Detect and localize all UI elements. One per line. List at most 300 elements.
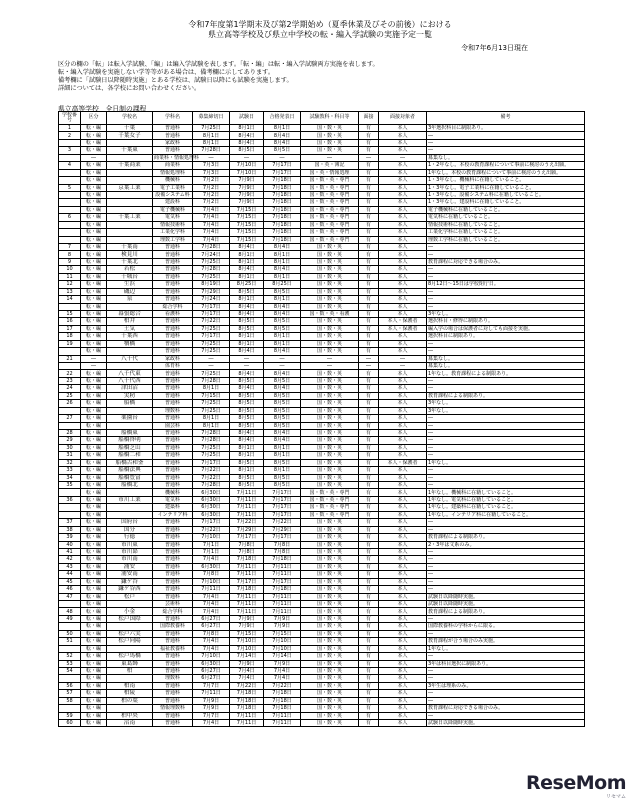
school-number-cell [59,407,81,414]
table-row [59,273,585,280]
result-date-cell: 8月5日 [264,422,301,429]
category-cell: 転・編 [81,229,107,236]
department-cell: 普通科 [153,526,193,533]
exam-date-cell: 8月5日 [230,392,264,399]
school-number-cell: 41 [59,548,81,555]
deadline-cell: 7月25日 [193,258,230,265]
remarks-cell: ― [427,690,585,697]
table-row [59,363,585,370]
interview-cell: 有 [359,534,379,541]
interviewee-cell: 本人 [379,697,427,704]
result-date-cell: ― [264,355,301,362]
result-date-cell: 7月10日 [264,638,301,645]
result-date-cell: 8月5日 [264,459,301,466]
department-cell: 普通科 [153,147,193,154]
interviewee-cell: 本人 [379,281,427,288]
category-cell: 転・編 [81,392,107,399]
school-name-cell: 行徳 [107,534,153,541]
remarks-cell: 1年なし。機械科に在籍していること。 [427,489,585,496]
remarks-cell: ― [427,444,585,451]
interview-cell: 有 [359,258,379,265]
remarks-cell: 理数工学科に在籍していること。 [427,236,585,243]
result-date-cell: 8月5日 [264,415,301,422]
exam-date-cell: 7月11日 [230,511,264,518]
exam-date-cell: 7月15日 [230,221,264,228]
category-cell: 転・編 [81,608,107,615]
deadline-cell: ― [193,363,230,370]
subjects-cell: 国・数・英 [301,132,359,139]
department-cell: 普通科 [153,615,193,622]
school-name-cell: 船橋啓明 [107,437,153,444]
interview-cell: 有 [359,608,379,615]
category-cell: 転・編 [81,385,107,392]
remarks-cell: ― [427,675,585,682]
category-cell: 転・編 [81,206,107,213]
school-name-cell [107,229,153,236]
table-row [59,548,585,555]
remarks-cell: 募集なし。 [427,154,585,161]
result-date-cell: 8月5日 [264,400,301,407]
remarks-cell: 教育課程に対応できる場合のみ。 [427,258,585,265]
subjects-cell: 国・数・英 [301,125,359,132]
department-cell: 普通科 [153,348,193,355]
school-number-cell: 48 [59,608,81,615]
deadline-cell: 7月25日 [193,444,230,451]
result-date-cell: 8月4日 [264,437,301,444]
deadline-cell: 7月4日 [193,645,230,652]
category-cell: 転・編 [81,705,107,712]
remarks-cell: 1年なし。電気科に在籍していること。 [427,496,585,503]
department-cell: 普通科 [153,318,193,325]
category-cell: 転・編 [81,697,107,704]
result-date-cell: 8月1日 [264,258,301,265]
table-row [59,697,585,704]
category-cell: 転・編 [81,132,107,139]
interviewee-cell: 本人 [379,489,427,496]
interview-cell: 有 [359,615,379,622]
school-number-cell: 16 [59,318,81,325]
department-cell: 情報処理科 [153,169,193,176]
department-cell: 園芸科 [153,422,193,429]
subjects-cell: 国・数・英 [301,697,359,704]
subjects-cell: 国・数・英 [301,682,359,689]
interviewee-cell: 本人 [379,385,427,392]
category-cell: 転・編 [81,526,107,533]
table-row [59,541,585,548]
table-row [59,199,585,206]
interview-cell: 有 [359,593,379,600]
deadline-cell: 7月17日 [193,519,230,526]
school-name-cell: 津田沼 [107,385,153,392]
school-name-cell: 柏南 [107,682,153,689]
school-number-cell: 1 [59,125,81,132]
exam-date-cell: 8月5日 [230,407,264,414]
remarks-cell: ― [427,667,585,674]
table-row [59,310,585,317]
table-row [59,526,585,533]
school-name-cell: 千葉東 [107,147,153,154]
category-cell: 転・編 [81,429,107,436]
table-row [59,296,585,303]
remarks-cell: ― [427,139,585,146]
interview-cell: 有 [359,712,379,719]
subjects-cell: 国・数・英 [301,415,359,422]
exam-date-cell: 7月11日 [230,601,264,608]
category-cell: 転・編 [81,653,107,660]
category-cell: 転・編 [81,690,107,697]
interviewee-cell: 本人 [379,601,427,608]
result-date-cell: 7月18日 [264,236,301,243]
interview-cell: 有 [359,474,379,481]
category-cell: 転・編 [81,348,107,355]
result-date-cell: 7月18日 [264,184,301,191]
result-date-cell: 7月18日 [264,586,301,593]
remarks-cell: ― [427,132,585,139]
subjects-cell: 国・数・英 [301,593,359,600]
deadline-cell: 7月2日 [193,191,230,198]
table-row [59,266,585,273]
school-number-cell: 35 [59,482,81,489]
interview-cell: 有 [359,251,379,258]
interview-cell: 有 [359,206,379,213]
result-date-cell: ― [264,363,301,370]
subjects-cell: 国・数・英 [301,266,359,273]
result-date-cell: 8月4日 [264,348,301,355]
interviewee-cell: 本人 [379,511,427,518]
interviewee-cell: 本人 [379,199,427,206]
subjects-cell: 国・数・英 [301,325,359,332]
remarks-cell: 募集なし。 [427,355,585,362]
school-name-cell: 柏の葉 [107,697,153,704]
table-row [59,370,585,377]
subjects-cell: 国・数・英・看護 [301,310,359,317]
remarks-cell: ― [427,630,585,637]
result-date-cell: 7月29日 [264,526,301,533]
category-cell: 転・編 [81,720,107,727]
table-row [59,184,585,191]
remarks-cell: 3年なし。 [427,407,585,414]
interviewee-cell: 本人 [379,348,427,355]
interviewee-cell: 本人 [379,444,427,451]
school-number-cell: 30 [59,444,81,451]
department-cell: 普通科 [153,273,193,280]
subjects-cell: 国・数・英 [301,705,359,712]
interview-cell: 有 [359,630,379,637]
school-name-cell: 市川南 [107,556,153,563]
result-date-cell: 7月10日 [264,645,301,652]
interview-cell: 有 [359,452,379,459]
deadline-cell: 7月29日 [193,288,230,295]
school-number-cell: 46 [59,586,81,593]
deadline-cell: 7月17日 [193,303,230,310]
school-name-cell: 生浜 [107,281,153,288]
subjects-cell: 国・数・英 [301,615,359,622]
table-row [59,415,585,422]
school-number-cell: 11 [59,273,81,280]
table-row [59,429,585,436]
result-date-cell: 7月18日 [264,214,301,221]
remarks-cell: 国際教養科の学科からに限る。 [427,623,585,630]
table-row [59,489,585,496]
interview-cell: 有 [359,221,379,228]
subjects-cell: 国・数・英 [301,258,359,265]
department-cell: 普通科 [153,682,193,689]
department-cell: 総合学科 [153,608,193,615]
deadline-cell: 7月4日 [193,214,230,221]
school-number-cell: 27 [59,415,81,422]
school-number-cell [59,139,81,146]
school-name-cell [107,177,153,184]
subjects-cell: 国・数・英 [301,139,359,146]
exam-date-cell: 8月5日 [230,288,264,295]
result-date-cell: 8月4日 [264,310,301,317]
deadline-cell: 7月28日 [193,147,230,154]
exam-date-cell: 8月1日 [230,258,264,265]
remarks-cell: ― [427,340,585,347]
result-date-cell: 8月1日 [264,340,301,347]
result-date-cell: 7月14日 [264,653,301,660]
school-number-cell [59,229,81,236]
interviewee-cell: 本人 [379,429,427,436]
remarks-cell: 募集なし。 [427,363,585,370]
school-number-cell: 21 [59,355,81,362]
exam-date-cell: 8月4日 [230,139,264,146]
remarks-cell: 1年なし。教育課程による制限あり。 [427,370,585,377]
deadline-cell: 7月4日 [193,556,230,563]
deadline-cell: 7月1日 [193,548,230,555]
subjects-cell: 国・数・英 [301,392,359,399]
subjects-cell: ― [301,363,359,370]
exam-date-cell: 8月5日 [230,377,264,384]
result-date-cell: 7月18日 [264,690,301,697]
category-cell: 転・編 [81,162,107,169]
subjects-cell: 国・数・英 [301,303,359,310]
result-date-cell: 8月4日 [264,244,301,251]
subjects-cell: 国・数・英 [301,571,359,578]
deadline-cell: 6月27日 [193,615,230,622]
result-date-cell: 7月9日 [264,615,301,622]
result-date-cell: 8月1日 [264,452,301,459]
interviewee-cell: 本人 [379,526,427,533]
table-row [59,593,585,600]
result-date-cell: ― [264,154,301,161]
remarks-cell: 8月12日～15日は学校閉庁日。 [427,281,585,288]
remarks-cell: 1・3年なし。電子工業科に在籍していること。 [427,184,585,191]
interviewee-cell: 本人 [379,690,427,697]
deadline-cell: 7月25日 [193,407,230,414]
interviewee-cell: 本人 [379,184,427,191]
school-number-cell: 18 [59,333,81,340]
school-name-cell: 船橋法典 [107,467,153,474]
result-date-cell: 7月9日 [264,623,301,630]
department-cell: 福祉教養科 [153,645,193,652]
exam-date-cell: 7月11日 [230,496,264,503]
school-number-cell [59,221,81,228]
department-cell: 情報理数科 [153,705,193,712]
result-date-cell: 7月11日 [264,593,301,600]
exam-date-cell: 8月1日 [230,333,264,340]
exam-date-cell: ― [230,154,264,161]
exam-date-cell: 8月1日 [230,340,264,347]
result-date-cell: 8月5日 [264,325,301,332]
department-cell: 建設科 [153,199,193,206]
table-row [59,377,585,384]
subjects-cell: 国・数・英 [301,385,359,392]
deadline-cell: 7月4日 [193,593,230,600]
subjects-cell: 国・数・英・専門 [301,511,359,518]
deadline-cell: 7月2日 [193,177,230,184]
exam-date-cell: 7月18日 [230,705,264,712]
interviewee-cell: 本人 [379,229,427,236]
category-cell: 転・編 [81,437,107,444]
school-name-cell: 千葉北 [107,258,153,265]
table-row [59,400,585,407]
interviewee-cell: 本人 [379,214,427,221]
interviewee-cell: 本人 [379,452,427,459]
deadline-cell: 7月15日 [193,392,230,399]
result-date-cell: 8月1日 [264,333,301,340]
interview-cell: 有 [359,444,379,451]
remarks-cell: ― [427,482,585,489]
category-cell: 転・編 [81,214,107,221]
category-cell: 転・編 [81,623,107,630]
exam-date-cell: 8月1日 [230,251,264,258]
exam-date-cell: 7月9日 [230,660,264,667]
col-header: 試験教科・科目等 [301,112,359,125]
page-subtitle: 県立高等学校及び県立中学校の転・編入学試験の実施予定一覧 [208,30,432,39]
interview-cell: 有 [359,415,379,422]
school-name-cell: 船橋二和 [107,452,153,459]
category-cell: 転・編 [81,169,107,176]
category-cell: 転・編 [81,444,107,451]
department-cell: 普通科 [153,541,193,548]
school-number-cell: 37 [59,519,81,526]
department-cell: 普通科 [153,452,193,459]
interview-cell: 有 [359,496,379,503]
deadline-cell: 7月7日 [193,712,230,719]
table-row [59,467,585,474]
table-row [59,534,585,541]
exam-date-cell: 8月1日 [230,296,264,303]
remarks-cell: 教育課程に対応できる場合のみ。 [427,705,585,712]
table-row [59,303,585,310]
school-number-cell: 40 [59,541,81,548]
category-cell: 転・編 [81,578,107,585]
remarks-cell: 試験日以降随時実施。 [427,720,585,727]
deadline-cell: 7月22日 [193,318,230,325]
interview-cell: 有 [359,288,379,295]
deadline-cell: 7月28日 [193,244,230,251]
interview-cell: 有 [359,437,379,444]
table-row [59,504,585,511]
deadline-cell: 7月11日 [193,690,230,697]
result-date-cell: 8月4日 [264,303,301,310]
col-header: 面接 [359,112,379,125]
result-date-cell: 8月5日 [264,288,301,295]
category-cell: 転・編 [81,407,107,414]
school-name-cell: 浦安南 [107,571,153,578]
table-header-row [59,112,585,125]
deadline-cell: 7月1日 [193,541,230,548]
department-cell: 家政科 [153,355,193,362]
school-name-cell: 松戸向陽 [107,638,153,645]
school-number-cell: 2 [59,132,81,139]
remarks-cell: ― [427,385,585,392]
subjects-cell: 国・数・英 [301,623,359,630]
table-row [59,608,585,615]
exam-date-cell: 8月4日 [230,266,264,273]
table-row [59,236,585,243]
interviewee-cell: 本人 [379,162,427,169]
interviewee-cell: 本人 [379,296,427,303]
table-row [59,177,585,184]
school-number-cell: 49 [59,615,81,622]
result-date-cell: 8月1日 [264,273,301,280]
school-name-cell [107,601,153,608]
remarks-cell: 3年は科目選択に制限あり。 [427,660,585,667]
exam-date-cell: 8月5日 [230,415,264,422]
school-name-cell: 千葉女子 [107,132,153,139]
remarks-cell: ― [427,266,585,273]
department-cell: 普通科 [153,586,193,593]
school-number-cell: 6 [59,214,81,221]
category-cell: 転・編 [81,615,107,622]
school-number-cell: 4 [59,162,81,169]
department-cell: 普通科 [153,638,193,645]
interview-cell: 有 [359,370,379,377]
school-number-cell [59,177,81,184]
school-name-cell: 犢橋 [107,340,153,347]
subjects-cell: 国・英・簿記 [301,162,359,169]
deadline-cell: 6月30日 [193,660,230,667]
result-date-cell: 7月4日 [264,667,301,674]
result-date-cell: 8月1日 [264,444,301,451]
department-cell: 理数科 [153,675,193,682]
department-cell: 普通科 [153,467,193,474]
category-cell: 転・編 [81,601,107,608]
category-cell: 転・編 [81,400,107,407]
interviewee-cell: 本人 [379,303,427,310]
category-cell: 転・編 [81,191,107,198]
exam-date-cell: 7月17日 [230,534,264,541]
category-cell: 転・編 [81,511,107,518]
result-date-cell: 7月9日 [264,660,301,667]
department-cell: 工業化学科 [153,229,193,236]
subjects-cell: 国・数・英 [301,720,359,727]
remarks-cell: ― [427,578,585,585]
interviewee-cell: 本人 [379,534,427,541]
remarks-cell: ― [427,548,585,555]
category-cell: 転・編 [81,422,107,429]
interview-cell: 有 [359,214,379,221]
category-cell: 転・編 [81,675,107,682]
table-row [59,667,585,674]
exam-date-cell: 8月25日 [230,281,264,288]
department-cell: 普通科 [153,400,193,407]
table-row [59,221,585,228]
table-row [59,705,585,712]
school-name-cell [107,705,153,712]
exam-date-cell: 7月15日 [230,214,264,221]
exam-date-cell: 7月18日 [230,556,264,563]
result-date-cell: 7月18日 [264,229,301,236]
school-number-cell: 34 [59,474,81,481]
exam-date-cell: 7月4日 [230,667,264,674]
department-cell: 普通科 [153,288,193,295]
col-header: 面接対象者 [379,112,427,125]
exam-date-cell: 7月22日 [230,519,264,526]
result-date-cell: 7月17日 [264,504,301,511]
